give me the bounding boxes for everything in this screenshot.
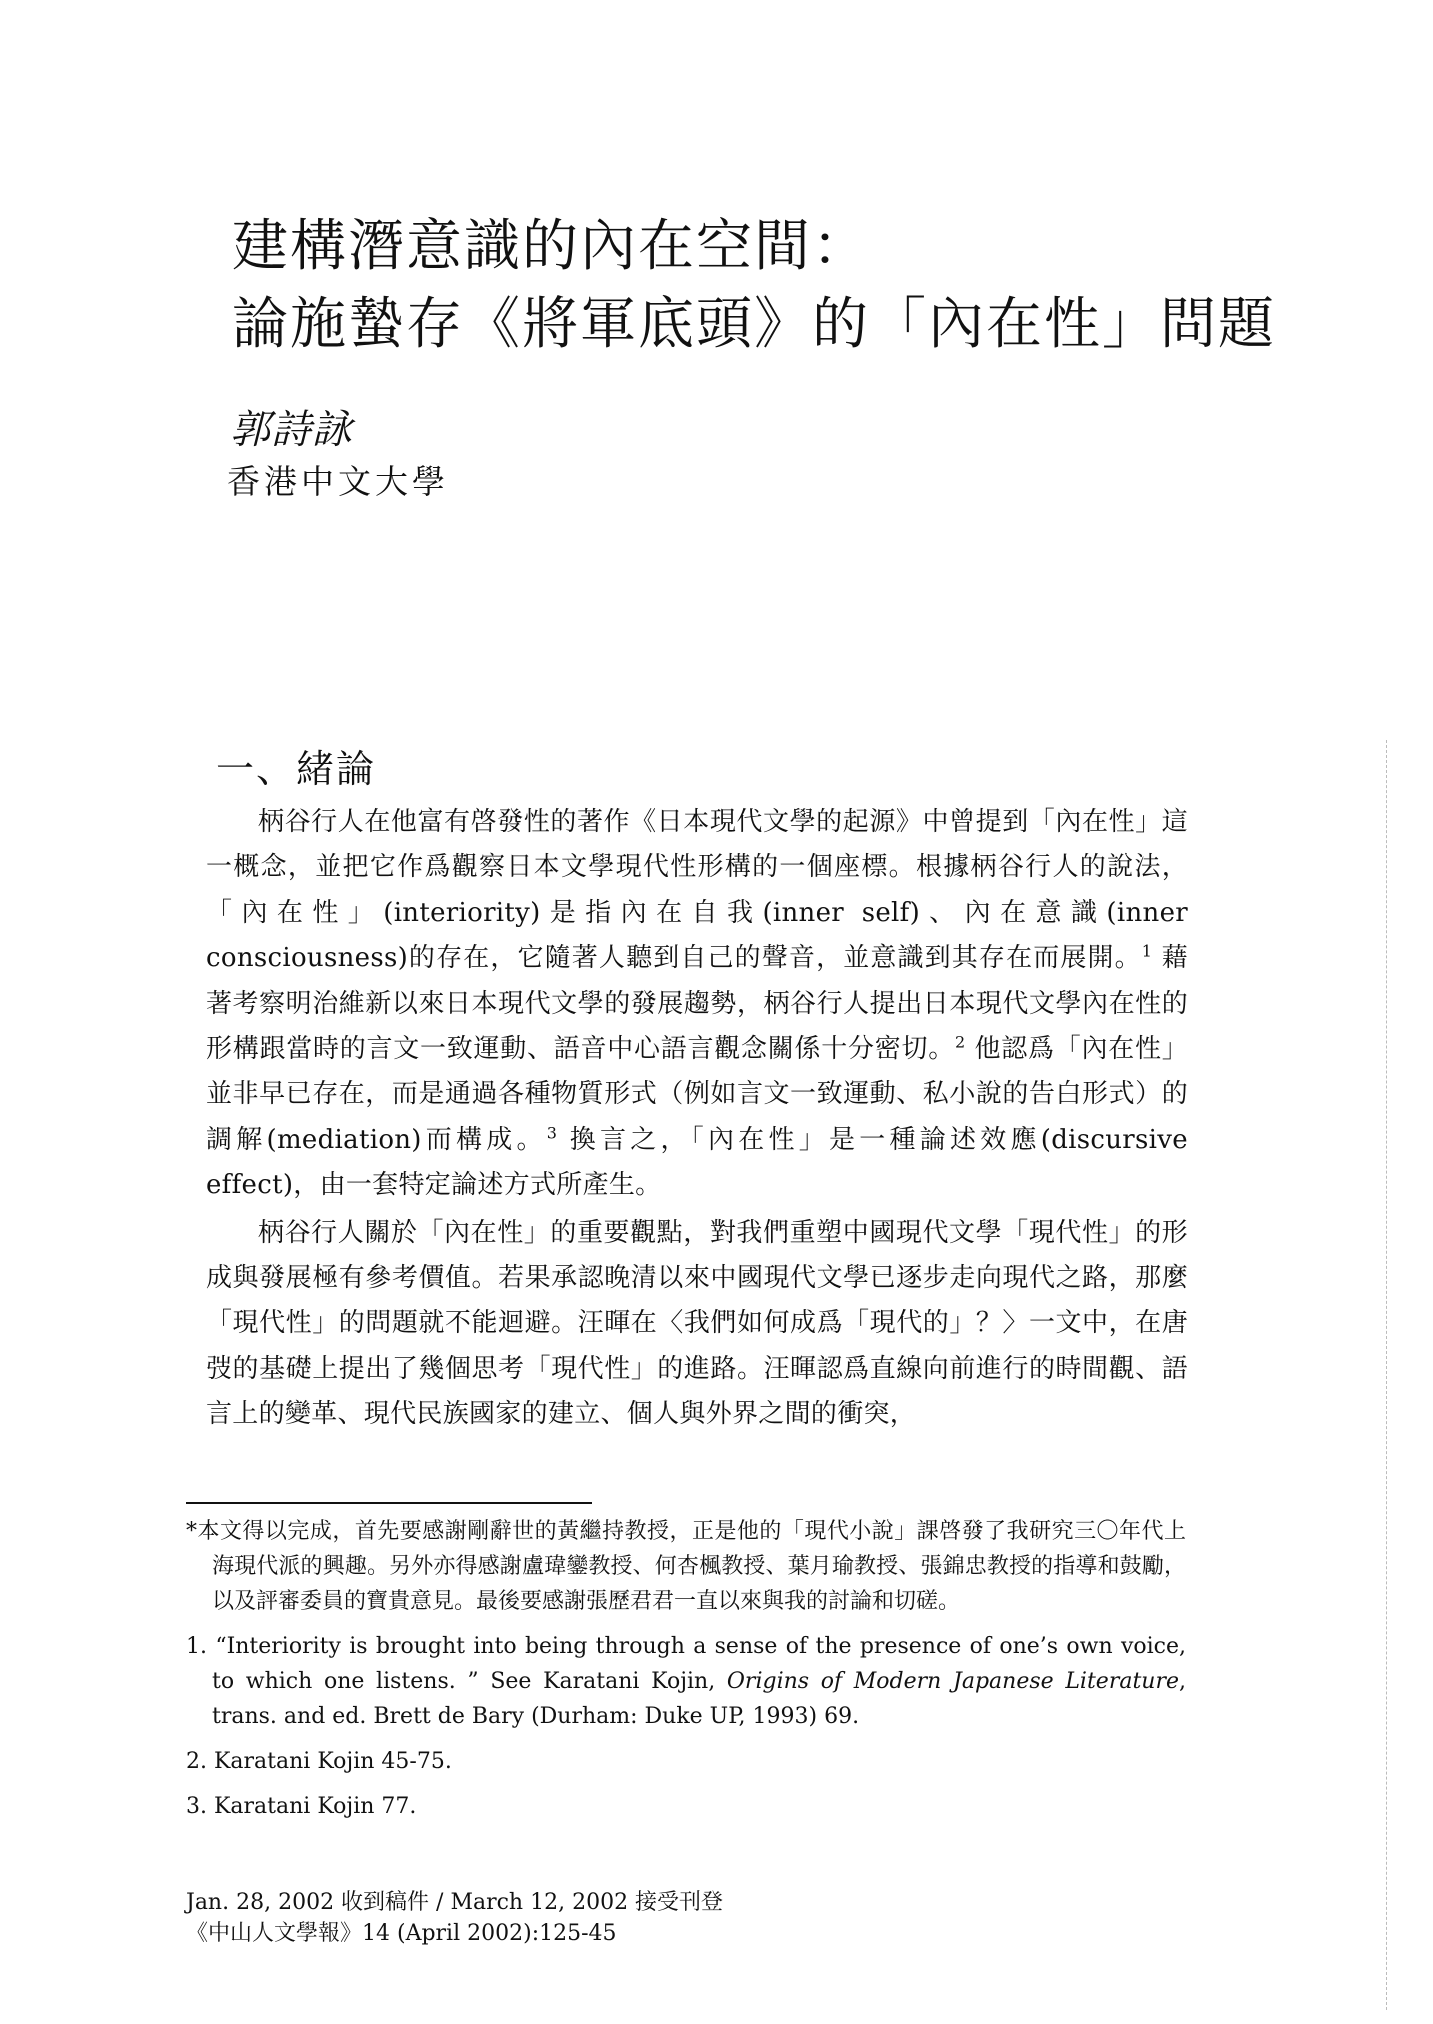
article-title <box>232 208 1276 364</box>
received-date-line: Jan. 28, 2002 收到稿件 / March 12, 2002 接受刊登 <box>186 1890 724 1915</box>
article-body <box>206 800 1188 1438</box>
footnote-ref-2: 2 <box>954 1032 966 1052</box>
footnote-2: 2. Karatani Kojin 45-75. <box>186 1749 452 1774</box>
body-paragraph-2: 柄谷行人關於「內在性」的重要觀點，對我們重塑中國現代文學「現代性」的形成與發展極有參考價值。若果承認晚清以來中國現代文學已逐步走向現代之路，那麼「現代性」的問題就不能迴避。汪暉在〈我們如何成爲「現代的」？〉一文中，在唐弢的基礎上提出了幾個思考「現代性」的進路。汪暉認爲直線向前進行的時間觀、語言上的變革、現代民族國家的建立、個人與外界之間的衝突， <box>206 1217 1188 1430</box>
journal-citation: 《中山人文學報》14 (April 2002):125-45 <box>186 1921 617 1946</box>
paragraph-1-text-c: 他認爲「內在性」並非早已存在，而是通過各種物質形式（例如言文一致運動、私小說的告白形式）的調解(mediation)而構成。 <box>206 1034 1189 1155</box>
paragraph-1-text-d: 換言之，「內在性」是一種論述效應(discursive effect)，由一套特定論述方式所產生。 <box>206 1124 1188 1201</box>
footnote-ref-3: 3 <box>546 1123 558 1143</box>
title-line-2: 論施蟄存《將軍底頭》的「內在性」問題 <box>232 292 1276 357</box>
footnote-1-book-title: Origins of Modern Japanese Literature <box>726 1669 1179 1694</box>
footnotes <box>186 1514 1186 1834</box>
footnote-3: 3. Karatani Kojin 77. <box>186 1794 417 1819</box>
footnote-1 <box>186 1629 1186 1734</box>
body-paragraph-1 <box>206 800 1188 1209</box>
section-heading: 一、緒論 <box>216 747 377 791</box>
title-line-1: 建構潛意識的內在空間： <box>232 214 870 279</box>
paragraph-1-text-a: 柄谷行人在他富有啓發性的著作《日本現代文學的起源》中曾提到「內在性」這一概念，並把它作爲觀察日本文學現代性形構的一個座標。根據柄谷行人的說法，「內在性」(interiority)是指內在自我(inner self)、內在意識(inner consciousness)的存在，它隨著人聽到自己的聲音，並意識到其存在而展開。 <box>206 807 1188 974</box>
author-name: 郭詩詠 <box>230 407 353 453</box>
scan-edge-line <box>1386 740 1387 2010</box>
paragraph-1-text-b: 藉著考察明治維新以來日本現代文學的發展趨勢，柄谷行人提出日本現代文學內在性的形構跟當時的言文一致運動、語音中心語言觀念關係十分密切。 <box>206 943 1188 1065</box>
footnote-divider <box>186 1502 592 1504</box>
author-affiliation: 香港中文大學 <box>227 462 449 501</box>
footnote-1-text-a: 1. “Interiority is brought into being through a sense of the presence of one’s own voice, to which one listens. ” See Karatani Kojin, <box>186 1634 1186 1694</box>
acknowledgement-note: *本文得以完成，首先要感謝剛辭世的黃繼持教授，正是他的「現代小說」課啓發了我研究三〇年代上海現代派的興趣。另外亦得感謝盧瑋鑾教授、何杏楓教授、葉月瑜教授、張錦忠教授的指導和鼓勵，以及評審委員的寶貴意見。最後要感謝張歷君君一直以來與我的討論和切磋。 <box>186 1519 1186 1614</box>
footnote-1-text-b: , trans. and ed. Brett de Bary (Durham: Duke UP, 1993) 69. <box>212 1669 1186 1729</box>
footnote-ref-1: 1 <box>1141 941 1153 961</box>
